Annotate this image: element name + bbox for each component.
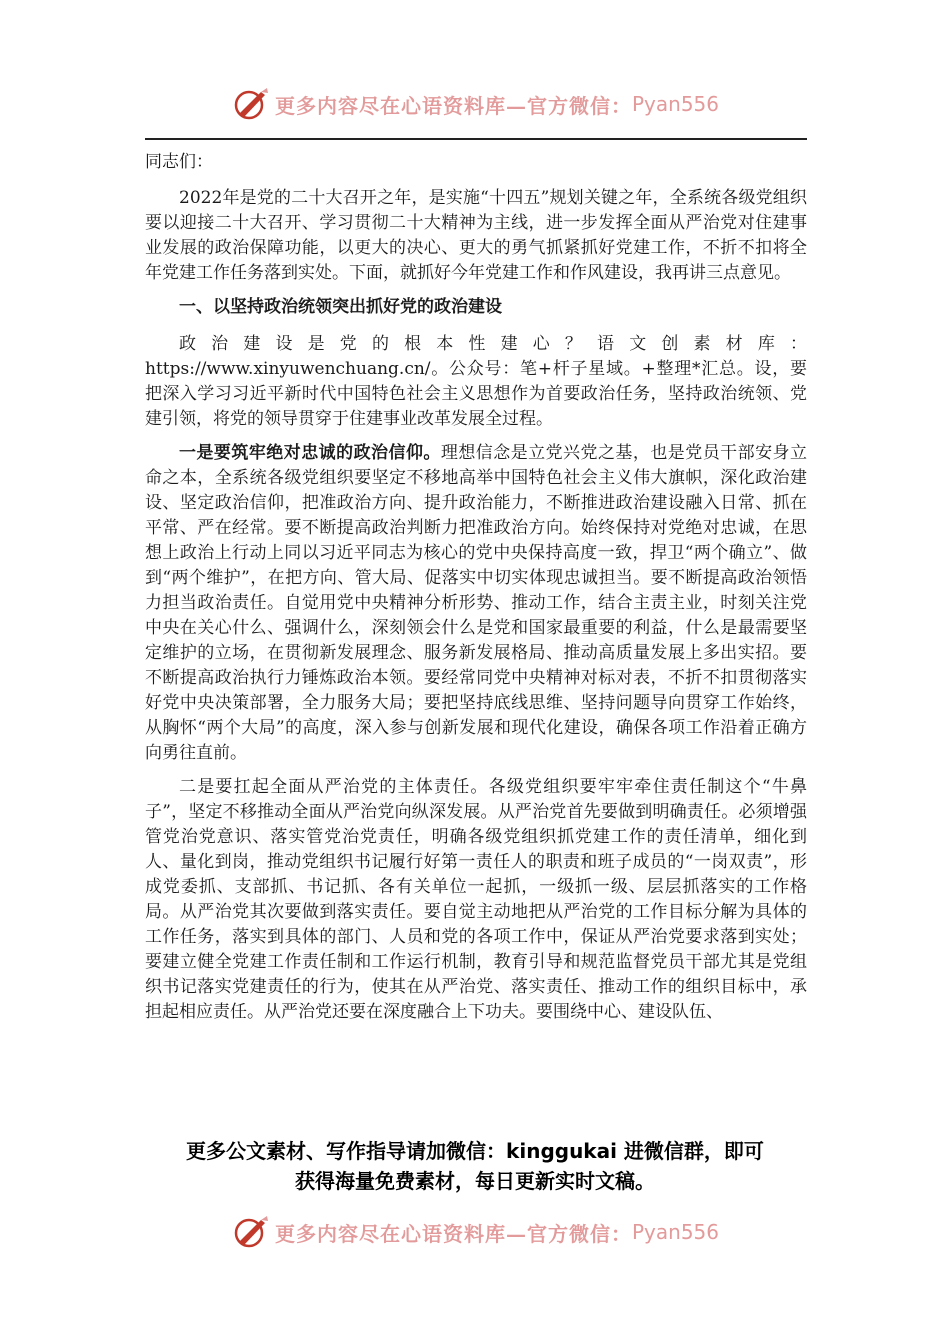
point-one-body: 理想信念是立党兴党之基，也是党员干部安身立命之本，全系统各级党组织要坚定不移地高举中国特色社会主义伟大旗帜，深化政治建设、坚定政治信仰，把准政治方向、提升政治能力，不断推进政治建设融入日常、抓在平常、严在经常。要不断提高政治判断力把准政治方向。始终保持对党绝对忠诚，在思想上政治上行动上同以习近平同志为核心的党中央保持高度一致，捍卫“两个确立”、做到“两个维护”，在把方向、管大局、促落实中切实体现忠诚担当。要不断提高政治领悟力担当政治责任。自觉用党中央精神分析形势、推动工作，结合主责主业，时刻关注党中央在关心什么、强调什么，深刻领会什么是党和国家最重要的利益，什么是最需要坚定维护的立场，在贯彻新发展理念、服务新发展格局、推动高质量发展上多出实招。要不断提高政治执行力锤炼政治本领。要经常同党中央精神对标对表，不折不扣贯彻落实好党中央决策部署，全力服务大局；要把坚持底线思维、坚持问题导向贯穿工作始终，从胸怀“两个大局”的高度，深入参与创新发展和现代化建设，确保各项工作沿着正确方向勇往直前。 — [145, 443, 808, 763]
salutation: 同志们： — [145, 152, 213, 172]
watermark-contact: Pyan556 — [631, 92, 719, 116]
document-body — [145, 150, 807, 1033]
header-watermark — [0, 82, 950, 126]
promo-line: 更多公文素材、写作指导请加微信：kinggukai 进微信群，即可 — [186, 1139, 764, 1163]
pen-circle-icon — [231, 1212, 271, 1252]
watermark-text: 更多内容尽在心语资料库—官方微信： — [274, 93, 632, 118]
header-rule — [145, 138, 807, 140]
point-two-paragraph: 二是要扛起全面从严治党的主体责任。各级党组织要牢牢牵住责任制这个“牛鼻子”，坚定不移推动全面从严治党向纵深发展。从严治党首先要做到明确责任。必须增强管党治党意识、落实管党治党责任，明确各级党组织抓党建工作的责任清单，细化到人、量化到岗，推动党组织书记履行好第一责任人的职责和班子成员的“一岗双责”，形成党委抓、支部抓、书记抓、各有关单位一起抓，一级抓一级、层层抓落实的工作格局。从严治党其次要做到落实责任。要自觉主动地把从严治党的工作目标分解为具体的工作任务，落实到具体的部门、人员和党的各项工作中，保证从严治党要求落到实处；要建立健全党建工作责任制和工作运行机制，教育引导和规范监督党员干部尤其是党组织书记落实党建责任的行为，使其在从严治党、落实责任、推动工作的组织目标中，承担起相应责任。从严治党还要在深度融合上下功夫。要围绕中心、建设队伍、 — [145, 777, 807, 1022]
promo-line: 获得海量免费素材，每日更新实时文稿。 — [295, 1169, 655, 1193]
intro-paragraph: 2022年是党的二十大召开之年，是实施“十四五”规划关键之年，全系统各级党组织要以迎接二十大召开、学习贯彻二十大精神为主线，进一步发挥全面从严治党对住建事业发展的政治保障功能，以更大的决心、更大的勇气抓紧抓好党建工作，不折不扣将全年党建工作任务落到实处。下面，就抓好今年党建工作和作风建设，我再讲三点意见。 — [145, 188, 807, 283]
section-heading: 一、以坚持政治统领突出抓好党的政治建设 — [179, 297, 502, 317]
point-one-paragraph — [145, 441, 807, 766]
watermark-text: 更多内容尽在心语资料库—官方微信： — [274, 1221, 632, 1246]
point-one-lead: 一是要筑牢绝对忠诚的政治信仰。 — [179, 443, 441, 463]
section-intro-paragraph: 政治建设是党的根本性建心？语文创素材库：https://www.xinyuwenchuang.cn/。公众号：笔+杆子星域。+整理*汇总。设，要把深入学习习近平新时代中国特色社会主义思想作为首要政治任务，坚持政治统领、党建引领，将党的领导贯穿于住建事业改革发展全过程。 — [145, 334, 807, 429]
promo-note — [120, 1136, 830, 1196]
footer-watermark — [0, 1210, 950, 1254]
watermark-contact: Pyan556 — [631, 1220, 719, 1244]
pen-circle-icon — [231, 84, 271, 124]
